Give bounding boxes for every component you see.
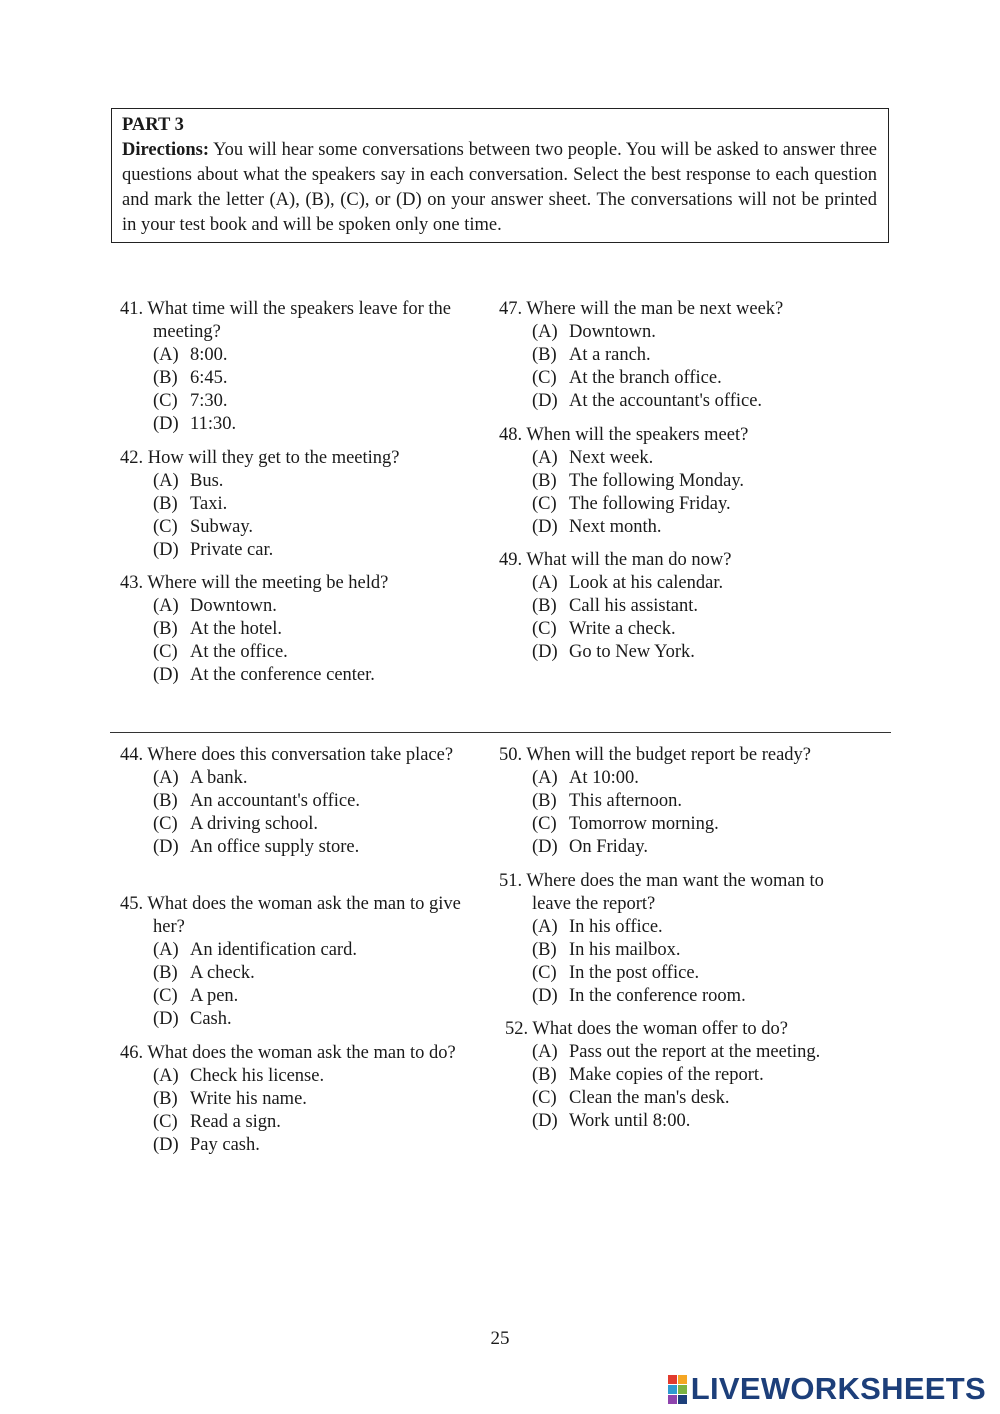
option-d[interactable]: (D) At the conference center. [153, 665, 375, 685]
option-c[interactable]: (C) Subway. [153, 517, 254, 537]
question-46 [120, 1042, 480, 1157]
watermark-text: LIVEWORKSHEETS [690, 1371, 986, 1406]
question-42 [120, 447, 480, 562]
liveworksheets-watermark [668, 1372, 986, 1406]
option-b[interactable]: (B) At a ranch. [532, 345, 651, 365]
option-d[interactable]: (D) Cash. [153, 1009, 232, 1029]
question-49 [499, 549, 879, 664]
option-d[interactable]: (D) On Friday. [532, 837, 648, 857]
option-c[interactable]: (C) A pen. [153, 986, 239, 1006]
option-a[interactable]: (A) Next week. [532, 448, 654, 468]
question-text: When will the speakers meet? [526, 425, 749, 445]
page-number: 25 [490, 1328, 510, 1349]
option-c[interactable]: (C) Write a check. [532, 619, 676, 639]
option-c[interactable]: (C) 7:30. [153, 391, 228, 411]
question-text: What time will the speakers leave for the meeting? [147, 299, 452, 342]
option-a[interactable]: (A) Downtown. [532, 322, 656, 342]
question-text: Where does this conversation take place? [147, 745, 454, 765]
question-number: 46. [120, 1043, 144, 1063]
question-52 [505, 1018, 885, 1133]
question-number: 44. [120, 745, 144, 765]
option-c[interactable]: (C) The following Friday. [532, 494, 731, 514]
option-a[interactable]: (A) 8:00. [153, 345, 228, 365]
option-b[interactable]: (B) In his mailbox. [532, 940, 681, 960]
option-d[interactable]: (D) In the conference room. [532, 986, 746, 1006]
directions-text: You will hear some conversations between two people. You will be asked to answer three questions about what the speakers say in each conversation. Select the best response to each question and mark the letter (A), (B), (C), or (D) on your answer sheet. The conversations will not be printed in your test book and will be spoken only one time. [122, 140, 877, 235]
option-a[interactable]: (A) Look at his calendar. [532, 573, 724, 593]
option-a[interactable]: (A) Pass out the report at the meeting. [532, 1042, 821, 1062]
option-c[interactable]: (C) At the branch office. [532, 368, 722, 388]
question-number: 41. [120, 299, 144, 319]
option-c[interactable]: (C) At the office. [153, 642, 288, 662]
option-b[interactable]: (B) Make copies of the report. [532, 1065, 764, 1085]
question-text: What does the woman offer to do? [532, 1019, 788, 1039]
question-number: 49. [499, 550, 523, 570]
option-c[interactable]: (C) In the post office. [532, 963, 700, 983]
option-c[interactable]: (C) Read a sign. [153, 1112, 281, 1132]
option-b[interactable]: (B) Write his name. [153, 1089, 307, 1109]
option-a[interactable]: (A) A bank. [153, 768, 248, 788]
question-text: Where will the meeting be held? [147, 573, 389, 593]
option-a[interactable]: (A) At 10:00. [532, 768, 639, 788]
option-b[interactable]: (B) The following Monday. [532, 471, 745, 491]
question-number: 50. [499, 745, 523, 765]
question-44 [120, 744, 480, 859]
option-a[interactable]: (A) Downtown. [153, 596, 277, 616]
option-d[interactable]: (D) At the accountant's office. [532, 391, 763, 411]
option-b[interactable]: (B) 6:45. [153, 368, 228, 388]
question-text: When will the budget report be ready? [526, 745, 812, 765]
part-title: PART 3 [122, 115, 184, 135]
option-b[interactable]: (B) A check. [153, 963, 255, 983]
option-c[interactable]: (C) Tomorrow morning. [532, 814, 719, 834]
option-c[interactable]: (C) A driving school. [153, 814, 318, 834]
question-number: 47. [499, 299, 523, 319]
question-41 [120, 298, 480, 436]
question-text: How will they get to the meeting? [147, 448, 400, 468]
question-number: 45. [120, 894, 144, 914]
directions-label: Directions: [122, 140, 209, 160]
option-d[interactable]: (D) Work until 8:00. [532, 1111, 691, 1131]
question-50 [499, 744, 879, 859]
question-text: Where will the man be next week? [526, 299, 784, 319]
question-43 [120, 572, 480, 687]
question-number: 48. [499, 425, 523, 445]
question-number: 51. [499, 871, 523, 891]
option-c[interactable]: (C) Clean the man's desk. [532, 1088, 730, 1108]
option-b[interactable]: (B) An accountant's office. [153, 791, 360, 811]
question-text: What does the woman ask the man to give her? [147, 894, 461, 937]
option-d[interactable]: (D) Pay cash. [153, 1135, 260, 1155]
option-d[interactable]: (D) 11:30. [153, 414, 237, 434]
option-a[interactable]: (A) An identification card. [153, 940, 357, 960]
option-a[interactable]: (A) In his office. [532, 917, 663, 937]
option-d[interactable]: (D) An office supply store. [153, 837, 360, 857]
question-47 [499, 298, 879, 413]
question-number: 42. [120, 448, 144, 468]
option-a[interactable]: (A) Bus. [153, 471, 224, 491]
option-b[interactable]: (B) At the hotel. [153, 619, 282, 639]
option-d[interactable]: (D) Next month. [532, 517, 662, 537]
option-d[interactable]: (D) Private car. [153, 540, 274, 560]
directions-box [111, 108, 889, 243]
question-number: 52. [505, 1019, 529, 1039]
question-text: What will the man do now? [526, 550, 732, 570]
liveworksheets-logo-icon [668, 1375, 687, 1404]
option-d[interactable]: (D) Go to New York. [532, 642, 695, 662]
option-b[interactable]: (B) This afternoon. [532, 791, 683, 811]
option-b[interactable]: (B) Call his assistant. [532, 596, 698, 616]
question-text: What does the woman ask the man to do? [147, 1043, 456, 1063]
section-divider [110, 732, 891, 733]
question-text: Where does the man want the woman to leave the report? [526, 871, 824, 914]
question-45 [120, 893, 480, 1031]
option-a[interactable]: (A) Check his license. [153, 1066, 325, 1086]
question-number: 43. [120, 573, 144, 593]
question-48 [499, 424, 879, 539]
option-b[interactable]: (B) Taxi. [153, 494, 228, 514]
question-51 [499, 870, 859, 1008]
